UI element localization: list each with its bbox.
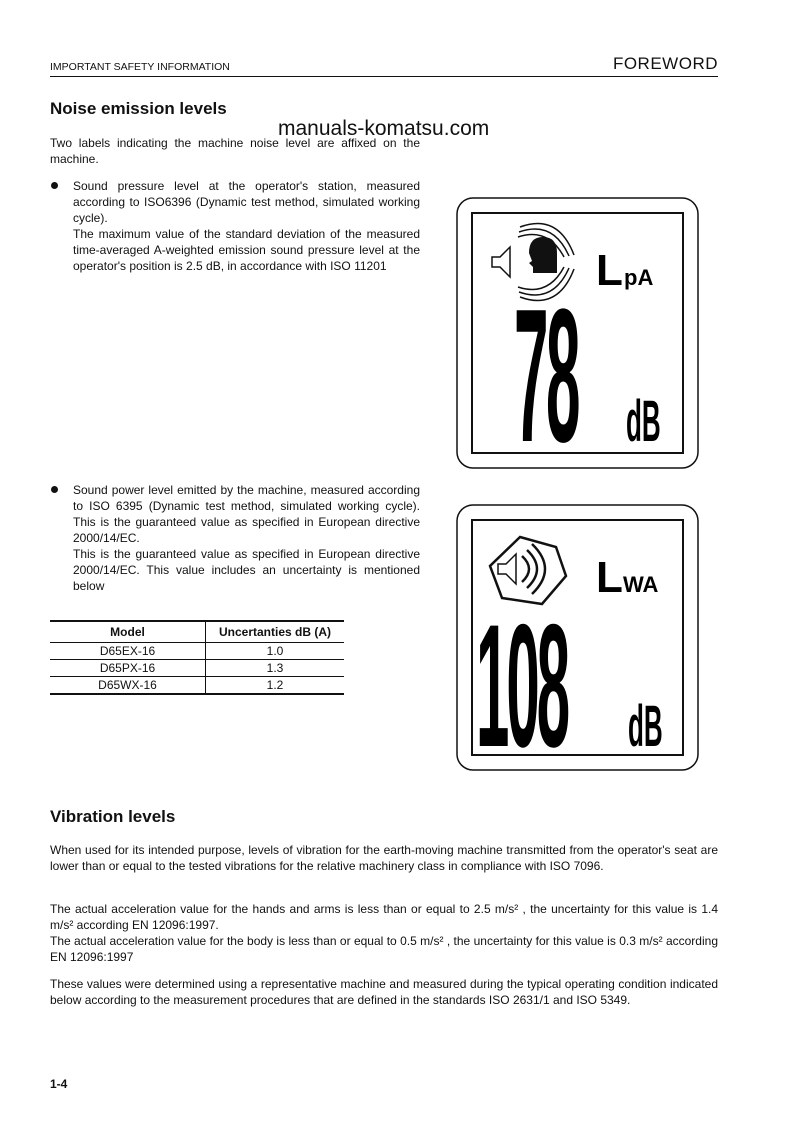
bullet-icon bbox=[51, 182, 58, 189]
table-header-row bbox=[50, 621, 344, 643]
table-row bbox=[50, 677, 344, 695]
lwa-unit: dB bbox=[628, 692, 663, 759]
vibration-p1: When used for its intended purpose, levels of vibration for the earth-moving machine transmitted from the operator's seat are lower than or equal to the tested vibrations for the relative machinery class in compliance with ISO 7096. bbox=[50, 843, 718, 873]
header-section: IMPORTANT SAFETY INFORMATION bbox=[50, 61, 230, 73]
table-row bbox=[50, 643, 344, 660]
watermark: manuals-komatsu.com bbox=[278, 117, 490, 140]
col-header-uncertainty: Uncertanties dB (A) bbox=[206, 621, 345, 643]
page-number: 1-4 bbox=[50, 1077, 68, 1091]
vibration-p4: These values were determined using a representative machine and measured during the typical operating condition indicated below according to the measurement procedures that are defined in the standards ISO 2631/1 and ISO 5349. bbox=[50, 977, 718, 1007]
lpa-unit: dB bbox=[626, 387, 661, 454]
bullet2-p2: This is the guaranteed value as specified in European directive 2000/14/EC. This value includes an uncertainty is mentioned below bbox=[73, 547, 420, 593]
bullet-icon bbox=[51, 486, 58, 493]
lwa-noise-label bbox=[456, 504, 700, 772]
cell-uncertainty: 1.0 bbox=[206, 643, 345, 660]
vibration-title: Vibration levels bbox=[50, 807, 176, 826]
lpa-symbol: L bbox=[596, 246, 623, 295]
uncertainty-table bbox=[50, 620, 344, 695]
bullet2-p1: Sound power level emitted by the machine, measured according to ISO 6395 (Dynamic test method, simulated working cycle). This is the guaranteed value as specified in European directive 2000/14/EC. bbox=[73, 483, 420, 545]
noise-intro: Two labels indicating the machine noise level are affixed on the machine. bbox=[50, 136, 420, 166]
lwa-value: 108 bbox=[476, 588, 568, 772]
lpa-subscript: pA bbox=[624, 265, 654, 290]
table-row bbox=[50, 660, 344, 677]
lpa-noise-label bbox=[456, 197, 700, 470]
header-chapter: FOREWORD bbox=[612, 54, 718, 73]
vibration-p2: The actual acceleration value for the hands and arms is less than or equal to 2.5 m/s² , the uncertainty for this value is 1.4 m/s² according EN 12096:1997. bbox=[50, 902, 718, 932]
cell-model: D65EX-16 bbox=[50, 643, 206, 660]
lpa-value: 78 bbox=[514, 268, 579, 470]
vibration-p3: The actual acceleration value for the body is less than or equal to 0.5 m/s² , the uncertainty for this value is 0.3 m/s² according EN 12096:1997 bbox=[50, 934, 718, 964]
bullet1-p2: The maximum value of the standard deviation of the measured time-averaged A-weighted emission sound pressure level at the operator's position is 2.5 dB, in accordance with ISO 11201 bbox=[73, 227, 420, 273]
cell-model: D65WX-16 bbox=[50, 677, 206, 695]
bullet1-p1: Sound pressure level at the operator's station, measured according to ISO6396 (Dynamic test method, simulated working cycle). bbox=[73, 179, 420, 225]
col-header-model: Model bbox=[50, 621, 206, 643]
cell-model: D65PX-16 bbox=[50, 660, 206, 677]
lwa-subscript: WA bbox=[623, 572, 659, 597]
header-rule bbox=[50, 76, 718, 77]
lwa-symbol: L bbox=[596, 553, 623, 602]
noise-title: Noise emission levels bbox=[50, 99, 227, 118]
cell-uncertainty: 1.3 bbox=[206, 660, 345, 677]
cell-uncertainty: 1.2 bbox=[206, 677, 345, 695]
